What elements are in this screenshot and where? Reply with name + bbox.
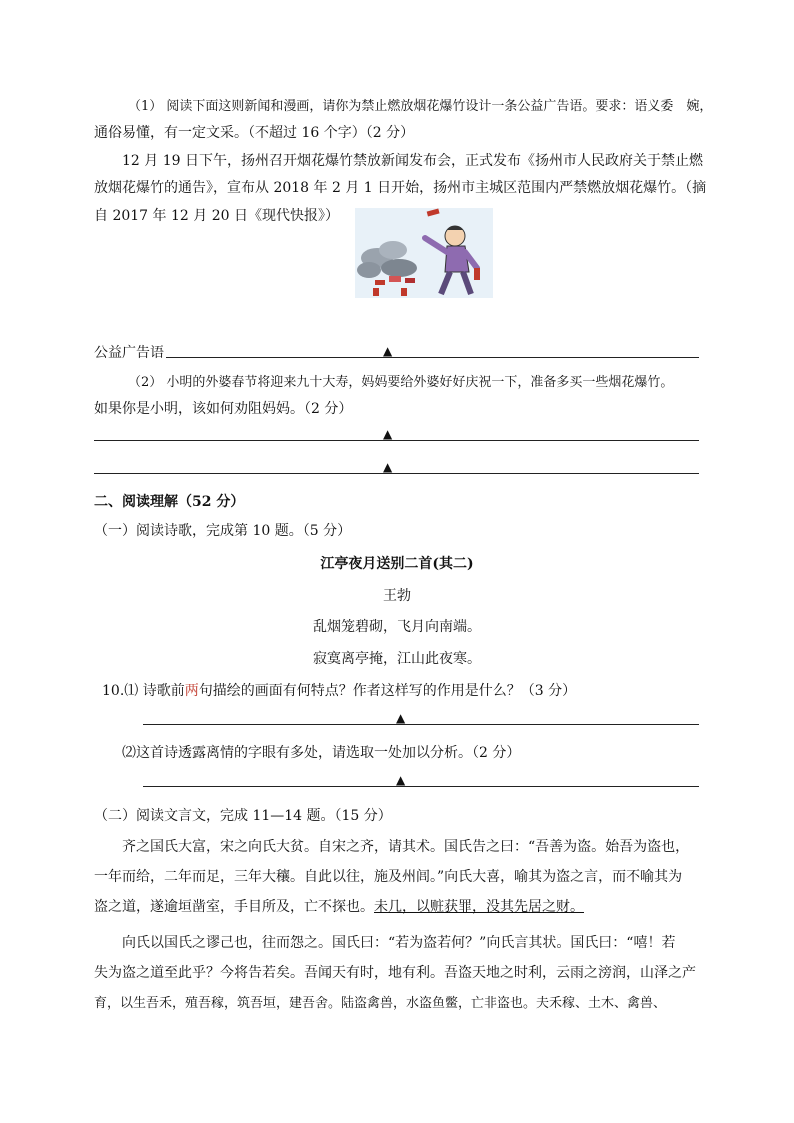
q10-part2: ⑵这首诗透露离情的字眼有多处，请选取一处加以分析。（2 分） bbox=[122, 745, 521, 761]
q10-part1 bbox=[102, 680, 576, 700]
passage-p1-line3-a: 盗之道，遂逾垣凿室，手目所及，亡不探也。 bbox=[94, 899, 374, 915]
slogan-label: 公益广告语 bbox=[94, 345, 164, 361]
passage-p1-line2: 一年而给，二年而足，三年大穰。自此以往，施及州闾。”向氏大喜，喻其为盗之言，而不喻其为 bbox=[94, 869, 683, 885]
q1-intro-line1: （1） 阅读下面这则新闻和漫画，请你为禁止燃放烟花爆竹设计一条公益广告语。要求：语义委 婉， bbox=[128, 99, 713, 114]
q10-part1-suffix: 句描绘的画面有何特点？作者这样写的作用是什么？（3 分） bbox=[198, 683, 577, 699]
q1-news-line3: 自 2017 年 12 月 20 日《现代快报》） bbox=[94, 208, 339, 224]
q1-news-line1: 12 月 19 日下午，扬州召开烟花爆竹禁放新闻发布会，正式发布《扬州市人民政府关于禁止燃 bbox=[122, 153, 703, 169]
q10-part2-answer-line[interactable] bbox=[143, 786, 699, 787]
poem-line1: 乱烟笼碧砌，飞月向南端。 bbox=[313, 619, 481, 635]
q2-line1: （2） 小明的外婆春节将迎来九十大寿，妈妈要给外婆好好庆祝一下，准备多买一些烟花爆竹。 bbox=[128, 375, 674, 390]
q2-answer-line2[interactable] bbox=[94, 473, 699, 474]
answer-marker: ▲ bbox=[396, 773, 406, 787]
answer-marker: ▲ bbox=[383, 460, 393, 474]
passage-underlined-sentence: 未几，以赃获罪，没其先居之财。 bbox=[374, 899, 584, 915]
passage-p2-line1: 向氏以国氏之谬己也，往而怨之。国氏曰：“若为盗若何？”向氏言其状。国氏曰：“嘻！若 bbox=[122, 935, 676, 951]
q10-part1-answer-line[interactable] bbox=[143, 724, 699, 725]
poem-title: 江亭夜月送别二首(其二) bbox=[320, 556, 474, 572]
passage-p2-line2: 失为盗之道至此乎？今将告若矣。吾闻天有时，地有利。吾盗天地之时利，云雨之滂润，山泽之产 bbox=[94, 965, 696, 981]
q10-part1-highlight: 两 bbox=[184, 683, 199, 699]
poem-author: 王勃 bbox=[383, 588, 411, 604]
passage-p1-line3 bbox=[94, 896, 584, 916]
section2-title: 二、阅读理解（52 分） bbox=[94, 494, 245, 510]
answer-marker: ▲ bbox=[383, 427, 393, 441]
poem-line2: 寂寞离亭掩，江山此夜寒。 bbox=[313, 651, 481, 667]
passage-p2-line3: 育，以生吾禾，殖吾稼，筑吾垣，建吾舍。陆盗禽兽，水盗鱼鳖，亡非盗也。夫禾稼、土木、禽兽、 bbox=[94, 996, 667, 1011]
answer-marker: ▲ bbox=[396, 711, 406, 725]
part2-title: （二）阅读文言文，完成 11—14 题。（15 分） bbox=[94, 808, 392, 824]
q1-intro-line2: 通俗易懂，有一定文采。（不超过 16 个字）（2 分） bbox=[94, 125, 415, 141]
q2-line2: 如果你是小明，该如何劝阻妈妈。（2 分） bbox=[94, 401, 353, 417]
cartoon-image bbox=[355, 208, 493, 298]
slogan-answer-line[interactable] bbox=[166, 357, 699, 358]
passage-p1-line1: 齐之国氏大富，宋之向氏大贫。自宋之齐，请其术。国氏告之曰：“吾善为盗。始吾为盗也， bbox=[122, 839, 690, 855]
q1-news-line2: 放烟花爆竹的通告》，宣布从 2018 年 2 月 1 日开始，扬州市主城区范围内严禁燃放烟花爆竹。（摘 bbox=[94, 180, 707, 196]
q10-part1-prefix: 10.⑴ 诗歌前 bbox=[102, 683, 185, 699]
answer-marker: ▲ bbox=[383, 344, 393, 358]
cartoon-man-firecracker-icon bbox=[355, 208, 493, 298]
q2-answer-line1[interactable] bbox=[94, 440, 699, 441]
section2-part1: （一）阅读诗歌，完成第 10 题。（5 分） bbox=[94, 523, 352, 539]
